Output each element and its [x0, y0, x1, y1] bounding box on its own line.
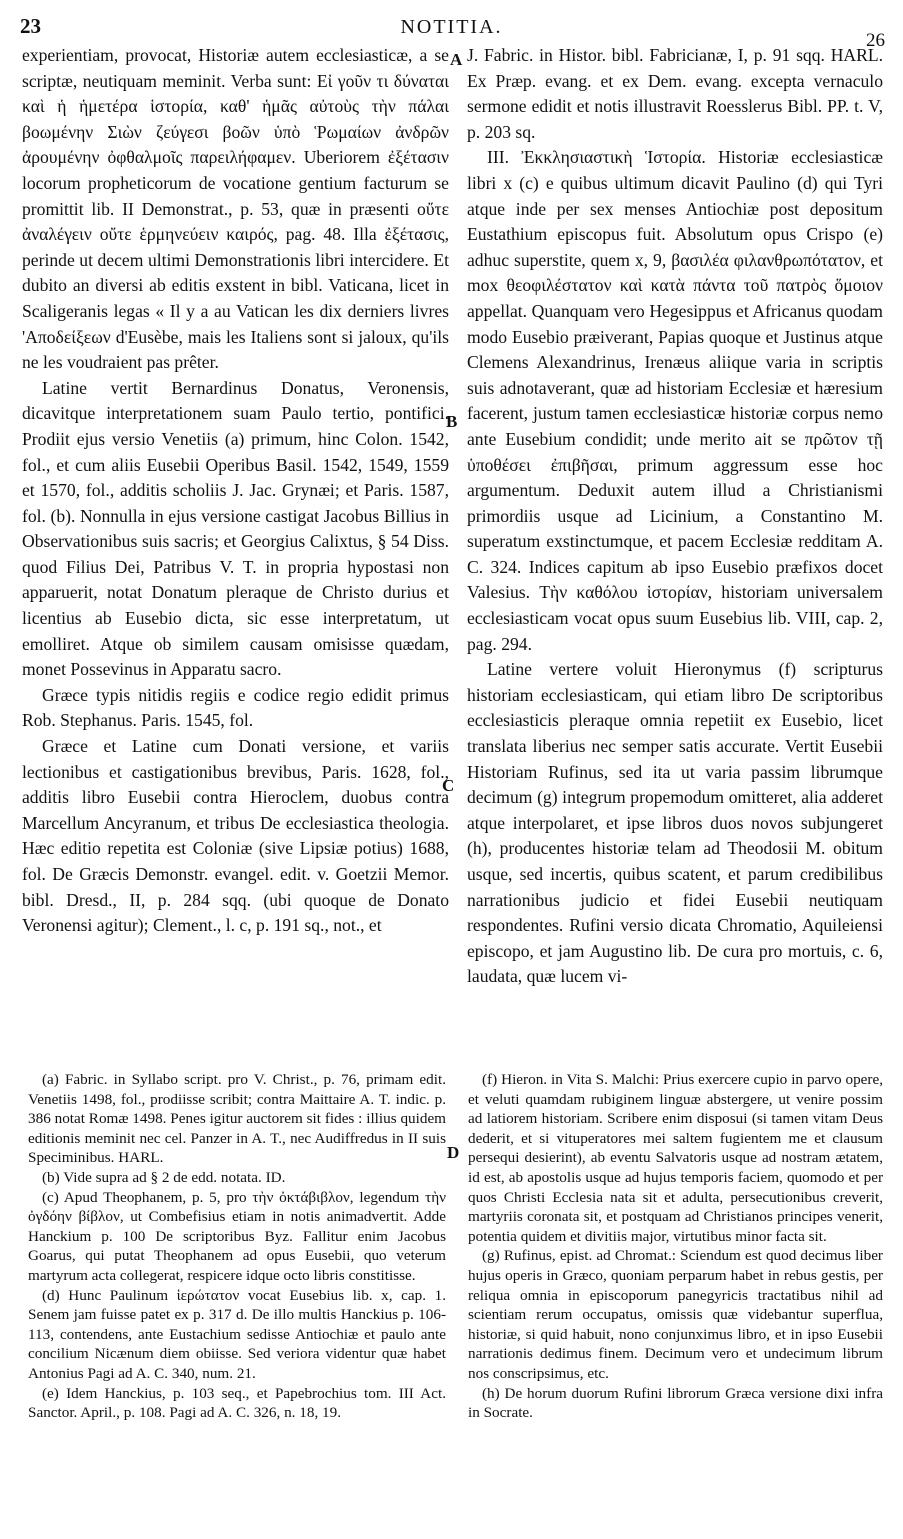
- margin-marker-d: D: [447, 1143, 460, 1162]
- footnote-c: (c) Apud Theophanem, p. 5, pro τὴν ὀκτάβιβλον, legendum τὴν ὀγδόην βίβλον, ut Combefisius etiam in notis animadvertit. Adde Hanckium p. 100 De scriptoribus Byz. Fallitur enim Jacobus Goarus, qui putat Theophanem ad opus Eusebii, quo veterum martyrum acta collegerat, respicere idque octo libris constitisse.: [28, 1188, 446, 1284]
- left-paragraph-4: Græce et Latine cum Donati versione, et variis lectionibus et castigationibus brevibus, Paris. 1628, fol., additis libro Eusebii contra Hieroclem, duobus contra Marcellum Ancyranum, et tribus De ecclesiastica theologia. Hæc editio repetita est Coloniæ (sive Lipsiæ potius) 1688, fol. De Græcis Demonstr. evangel. edit. v. Goetzii Memor. bibl. Dresd., II, p. 284 sqq. (ubi quoque de Donato Veronensi agitur); Clement., l. c, p. 191 sq., not., et: [22, 736, 449, 936]
- right-paragraph-3: Latine vertere voluit Hieronymus (f) scripturus historiam ecclesiasticam, qui etiam libro De scriptoribus ecclesiasticis pleraque omnia repetiit ex Eusebio, licet translata liberius nec semper satis accurate. Vertit Eusebii Historiam Rufinus, sed ita ut varia passim librumque decimum (g) integrum propemodum omitteret, alia adderet atque interpolaret, et ipse libros duos novos subjungeret (h), producentes historiæ telam ad Theodosii M. obitum usque, sed incertis, quibus scatent, et parum credibilibus narrationibus judicio et fidei Eusebii neutiquam respondentes. Rufini versio dicata Chromatio, Aquileiensi episcopo, et jam Augustino lib. De cura pro mortuis, c. 6, laudata, quæ lucem vi-: [467, 659, 883, 987]
- footnote-f: (f) Hieron. in Vita S. Malchi: Prius exercere cupio in parvo opere, et veluti quamdam rubiginem linguæ abstergere, ut venire possim ad latiorem historiam. Scribere enim disposui (si tamen vitam Deus dederit, et si vituperatores mei saltem fugientem me et clausum persequi desierint), ab eventu Salvatoris usque ad nostram ætatem, id est, ab apostolis usque ad hujus temporis faciem, quomodo et per quos Christi Ecclesia nata sit et adulta, persecutionibus creverit, martyriis coronata sit, et postquam ad Christianos principes venerit, potentia quidem et divitiis major, virtutibus minor facta sit.: [468, 1071, 883, 1245]
- margin-marker-a: A: [450, 50, 463, 69]
- footnote-h: (h) De horum duorum Rufini librorum Græca versione dixi infra in Socrate.: [468, 1384, 883, 1422]
- left-paragraph-1: experientiam, provocat, Historiæ autem ecclesiasticæ, a se scriptæ, neutiquam meminit. Verba sunt: Εἰ γοῦν τι δύναται καὶ ἡ ἡμετέρα ἱστορία, καθ' ἡμᾶς αὐτοὺς τὴν πάλαι βοωμένην Σιὼν ζεύγεσι βοῶν ὑπὸ Ῥωμαίων ἀνδρῶν ἀρουμένην ὀφθαλμοῖς παρειλήφαμεν. Uberiorem ἐξέτασιν locorum propheticorum de vocatione gentium facturum se promittit lib. II Demonstrat., p. 53, quæ in præsenti οὔτε ἀναλέγειν οὔτε ἑρμηνεύειν καιρός, pag. 48. Illa ἐξέτασις, perinde ut decem ultimi Demonstrationis libri intercidere. Et dubito an diversi ab editis exstent in bibl. Vaticana, licet in Scaligeranis legas « Il y a au Vatican les dix derniers livres 'Αποδείξεων d'Eusèbe, mais les Italiens sont si jaloux, qu'ils ne les voudraient pas prêter.: [22, 45, 449, 373]
- footnote-a: (a) Fabric. in Syllabo script. pro V. Christ., p. 76, primam edit. Venetiis 1498, fol., prodiisse scribit; contra Maittaire A. T. indic. p. 386 notat Romæ 1498. Penes igitur auctorem sit fides : illius quidem editionis meminit nec cel. Panzer in A. T., nec Audiffredus in II suis Speciminibus. HARL.: [28, 1071, 446, 1167]
- margin-marker-b: B: [446, 412, 458, 431]
- margin-marker-c: C: [442, 776, 455, 795]
- footnotes-right: [468, 1070, 883, 1423]
- right-paragraph-1: J. Fabric. in Histor. bibl. Fabricianæ, I, p. 91 sqq. HARL. Ex Præp. evang. et ex Dem. evang. excepta vernaculo sermone edidit et notis illustravit Roesslerus Bibl. PP. t. V, p. 203 sq.: [467, 45, 883, 142]
- page-number-left: 23: [20, 14, 41, 38]
- footnote-d: (d) Hunc Paulinum ἱερώτατον vocat Eusebius lib. x, cap. 1. Senem jam fuisse patet ex p. 317 d. De illo multis Hanckius p. 106-113, contendens, ante Eustachium sedisse Antiochiæ et paulo ante concilium Nicænum diem obiisse. Sed veriora videntur quæ habet Antonius Pagi ad A. C. 340, num. 21.: [28, 1286, 446, 1382]
- running-title: NOTITIA.: [400, 16, 503, 38]
- footnote-b: (b) Vide supra ad § 2 de edd. notata. ID.: [42, 1168, 286, 1186]
- left-paragraph-2: Latine vertit Bernardinus Donatus, Veronensis, dicavitque interpretationem suam Paulo tertio, pontifici. Prodiit ejus versio Venetiis (a) primum, hinc Colon. 1542, fol., et cum aliis Eusebii Operibus Basil. 1542, 1549, 1559 et 1570, fol., additis scholiis J. Jac. Grynæi; et Paris. 1587, fol. (b). Nonnulla in ejus versione castigat Jacobus Billius in Observationibus suis sacris; et Georgius Calixtus, § 54 Diss. quod Filius Dei, Patribus V. T. in propria hypostasi non apparuerit, notat Donatum pleraque de Christo durius et licentius ab Eusebio dicta, sic esse interpretatum, ut emolliret. Atque ob similem causam omisisse quædam, monet Possevinus in Apparatu sacro.: [22, 377, 449, 680]
- footnote-separator: [24, 1053, 879, 1054]
- left-column: [22, 43, 449, 939]
- footnote-e: (e) Idem Hanckius, p. 103 seq., et Papebrochius tom. III Act. Sanctor. April., p. 108. Pagi ad A. C. 326, n. 18, 19.: [28, 1384, 446, 1422]
- footnote-g: (g) Rufinus, epist. ad Chromat.: Sciendum est quod decimus liber hujus operis in Græco, quoniam perparum habet in rebus gestis, per reliqua omnia in episcoporum panegyricis tractatibus nihil ad scientiam rerum occupatus, omissis quæ videbantur superflua, historiæ, si quid habuit, nono conjunximus libro, et in ipso Eusebii narrationis dedimus finem. Decimum vero et undecimum librum nos conscripsimus, etc.: [468, 1247, 883, 1382]
- footnotes-left: [28, 1070, 446, 1423]
- page-number-right: 26: [866, 30, 885, 51]
- left-paragraph-3: Græce typis nitidis regiis e codice regio edidit primus Rob. Stephanus. Paris. 1545, fol.: [22, 684, 449, 731]
- right-paragraph-2: III. Ἐκκλησιαστικὴ Ἱστορία. Historiæ ecclesiasticæ libri x (c) e quibus ultimum dicavit Paulino (d) qui Tyri atque inde per sex menses Antiochiæ post depositum Eustathium episcopus fuit. Absolutum opus Crispo (e) adhuc superstite, quem x, 9, βασιλέα φιλανθρωπότατον, et mox θεοφιλέστατον καὶ κατὰ πάντα τοῦ πατρὸς ὅμοιον appellat. Quanquam vero Hegesippus et Africanus quodam modo Eusebio præiverant, Papias quoque et Justinus atque Clemens Alexandrinus, Irenæus aliique varia in scriptis suis adnotaverant, quæ ad historiam Ecclesiæ et hæresium facerent, justum tamen ecclesiasticæ historiæ corpus nemo ante Eusebium condidit; unde merito ait se πρῶτον τῇ ὑποθέσει ἐπιβῆσαι, primum aggressum esse hoc argumentum. Deduxit autem illud a Christianismi primordiis usque ad Licinium, a Constantino M. superatum exstinctumque, et pacem Ecclesiæ redditam A. C. 324. Indices capitum ab ipso Eusebio præfixos docet Valesius. Τὴν καθόλου ἱστορίαν, historiam universalem ecclesiasticam vocat opus suum Eusebius lib. VIII, cap. 2, pag. 294.: [467, 147, 883, 654]
- right-column: [467, 43, 883, 990]
